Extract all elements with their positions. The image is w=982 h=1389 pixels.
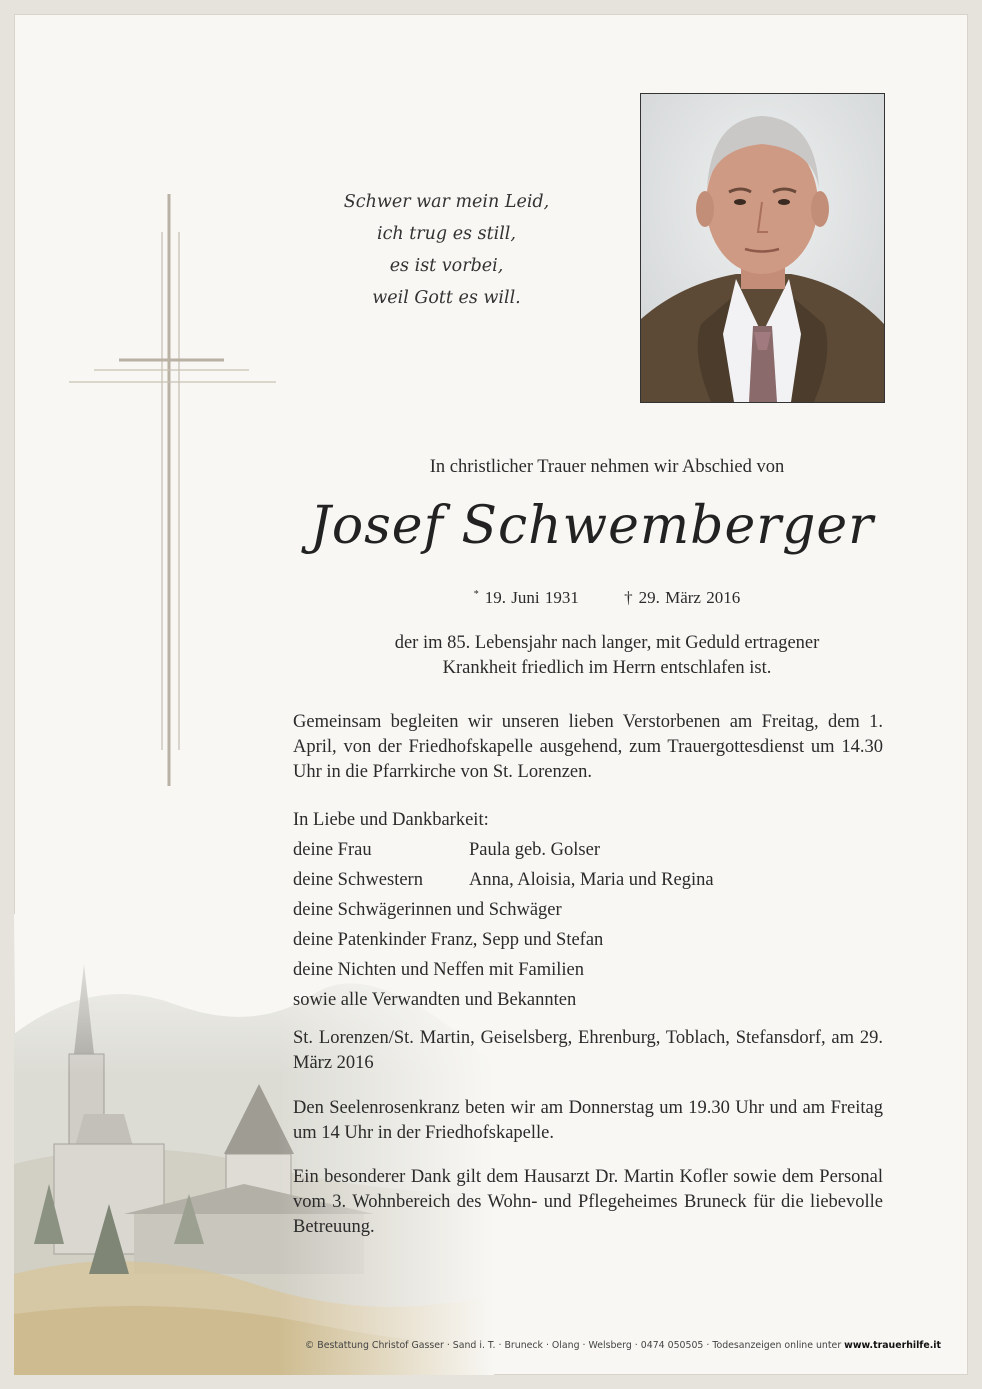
verse-line: es ist vorbei, bbox=[389, 256, 504, 276]
death-symbol: † bbox=[624, 588, 633, 607]
memorial-verse bbox=[314, 186, 579, 314]
funeral-text: Gemeinsam begleiten wir unseren lieben Verstorbenen am Freitag, dem 1. April, von der Friedhofskapelle ausgehend, zum Trauergottesdienst um 14.30 Uhr in die Pfarrkirche von St. Lorenzen. bbox=[293, 712, 883, 782]
mourner-row bbox=[293, 835, 893, 865]
birth-date: 19. Juni 1931 bbox=[484, 588, 579, 607]
mourners-list bbox=[293, 805, 893, 1015]
rosary-text: Den Seelenrosenkranz beten wir am Donnerstag um 19.30 Uhr und am Freitag um 14 Uhr in der Friedhofskapelle. bbox=[293, 1098, 883, 1143]
obituary-sheet bbox=[14, 14, 968, 1375]
life-text-line: der im 85. Lebensjahr nach langer, mit Geduld ertragener bbox=[394, 633, 820, 653]
mourner-names: Paula geb. Golser bbox=[469, 840, 601, 860]
intro-text: In christlicher Trauer nehmen wir Abschied von bbox=[429, 457, 785, 477]
mourner-row: deine Patenkinder Franz, Sepp und Stefan bbox=[293, 930, 604, 950]
place-date-text: St. Lorenzen/St. Martin, Geiselsberg, Ehrenburg, Toblach, Stefansdorf, am 29. März 2016 bbox=[293, 1028, 883, 1073]
mourner-row bbox=[293, 865, 893, 895]
portrait-photo bbox=[640, 93, 885, 403]
life-text bbox=[294, 631, 920, 681]
death-date: 29. März 2016 bbox=[638, 588, 741, 607]
footer-credit bbox=[291, 1340, 941, 1351]
verse-line: Schwer war mein Leid, bbox=[343, 192, 550, 212]
birth-symbol: * bbox=[473, 589, 479, 600]
mourner-row: deine Nichten und Neffen mit Familien bbox=[293, 960, 584, 980]
mourner-relation: deine Schwestern bbox=[293, 870, 423, 890]
life-dates bbox=[294, 588, 920, 608]
mourner-row: sowie alle Verwandten und Bekannten bbox=[293, 990, 577, 1010]
mourner-row: deine Schwägerinnen und Schwäger bbox=[293, 900, 562, 920]
verse-line: ich trug es still, bbox=[377, 224, 516, 244]
footer-url-link[interactable]: www.trauerhilfe.it bbox=[844, 1340, 941, 1351]
mourners-heading: In Liebe und Dankbarkeit: bbox=[293, 810, 489, 830]
life-text-line: Krankheit friedlich im Herrn entschlafen ist. bbox=[442, 658, 772, 678]
birth-date-group bbox=[474, 588, 579, 607]
mourner-names: Anna, Aloisia, Maria und Regina bbox=[469, 870, 714, 890]
deceased-name: Josef Schwemberger bbox=[309, 496, 875, 556]
death-date-group bbox=[624, 588, 740, 607]
verse-line: weil Gott es will. bbox=[372, 288, 521, 308]
thanks-text: Ein besonderer Dank gilt dem Hausarzt Dr. Martin Kofler sowie dem Personal vom 3. Wohnbereich des Wohn- und Pflegeheimes Bruneck für die liebevolle Betreuung. bbox=[293, 1167, 883, 1237]
cross-symbol bbox=[69, 194, 279, 794]
mourner-relation: deine Frau bbox=[293, 840, 372, 860]
footer-text: © Bestattung Christof Gasser · Sand i. T. · Bruneck · Olang · Welsberg · 0474 050505 · Todesanzeigen online unter bbox=[304, 1340, 842, 1351]
